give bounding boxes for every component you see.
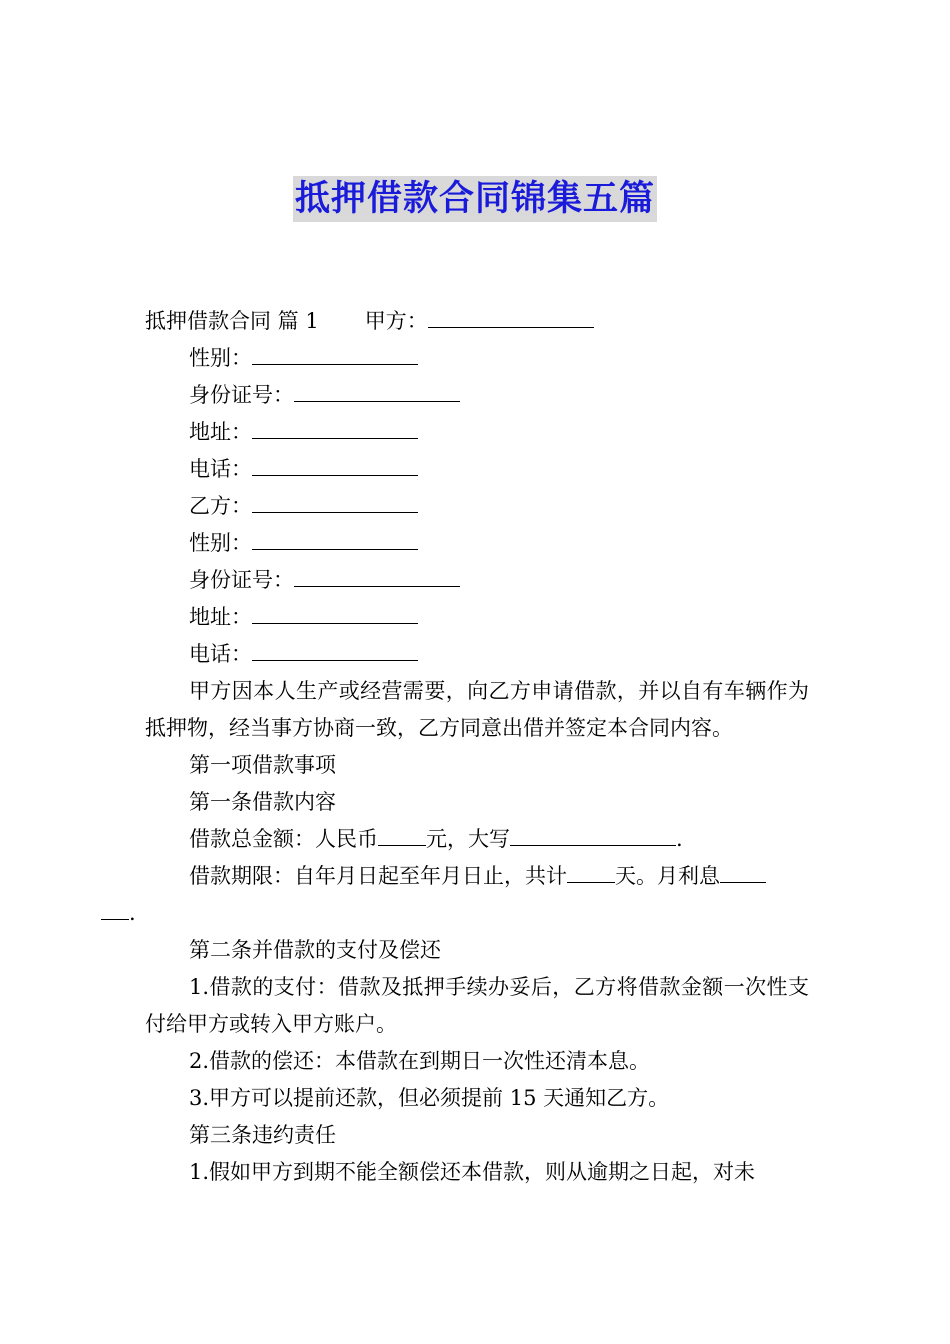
loan-term-mid: 天。月利息 (615, 864, 720, 888)
amount-words-blank (510, 821, 676, 846)
fill-blank (252, 488, 418, 513)
contract-heading-line (145, 303, 809, 340)
fill-blank (252, 451, 418, 476)
party-b-id-line (145, 562, 809, 599)
party-a-id-line (145, 377, 809, 414)
days-blank (567, 858, 615, 883)
field-label: 性别： (189, 346, 252, 370)
loan-term-prefix: 借款期限：自年月日起至年月日止，共计 (189, 864, 567, 888)
fill-blank (294, 377, 460, 402)
article-3-title: 第三条违约责任 (189, 1123, 336, 1147)
interest-blank-cont (101, 895, 129, 920)
amount-blank (378, 821, 426, 846)
loan-amount-suffix: . (676, 827, 683, 851)
fill-blank (252, 340, 418, 365)
field-label: 地址： (189, 420, 252, 444)
party-b-line (145, 488, 809, 525)
article-2-item: 2.借款的偿还：本借款在到期日一次性还清本息。 (189, 1049, 651, 1073)
party-a-blank (428, 303, 594, 328)
loan-amount-line (145, 821, 809, 858)
article-1-title: 第一条借款内容 (189, 790, 336, 814)
fill-blank (294, 562, 460, 587)
fill-blank (252, 636, 418, 661)
article-2-title: 第二条并借款的支付及偿还 (189, 938, 441, 962)
article-2-item: 1.借款的支付：借款及抵押手续办妥后，乙方将借款金额一次性支付给甲方或转入甲方账户。 (145, 975, 809, 1036)
party-a-label: 甲方： (364, 309, 428, 333)
document-title-text: 抵押借款合同锦集五篇 (293, 176, 657, 222)
party-b-gender-line (145, 525, 809, 562)
loan-amount-prefix: 借款总金额：人民币 (189, 827, 378, 851)
loan-amount-mid: 元，大写 (426, 827, 510, 851)
party-a-address-line (145, 414, 809, 451)
interest-blank (720, 858, 766, 883)
section-1-title: 第一项借款事项 (189, 753, 336, 777)
party-b-label: 乙方： (189, 494, 252, 518)
document-body (129, 303, 809, 1191)
field-label: 身份证号： (189, 568, 294, 592)
field-label: 性别： (189, 531, 252, 555)
loan-term-suffix: . (129, 901, 136, 925)
party-a-phone-line (145, 451, 809, 488)
contract-heading: 抵押借款合同 篇 1 (145, 309, 319, 333)
document-title (0, 176, 950, 222)
fill-blank (252, 525, 418, 550)
fill-blank (252, 414, 418, 439)
field-label: 地址： (189, 605, 252, 629)
article-2-item: 3.甲方可以提前还款，但必须提前 15 天通知乙方。 (189, 1086, 670, 1110)
fill-blank (252, 599, 418, 624)
article-3-item: 1.假如甲方到期不能全额偿还本借款，则从逾期之日起，对未 (189, 1160, 756, 1184)
field-label: 电话： (189, 457, 252, 481)
party-b-phone-line (145, 636, 809, 673)
party-a-gender-line (145, 340, 809, 377)
party-b-address-line (145, 599, 809, 636)
field-label: 身份证号： (189, 383, 294, 407)
loan-term-paragraph (129, 858, 809, 932)
intro-paragraph: 甲方因本人生产或经营需要，向乙方申请借款，并以自有车辆作为抵押物，经当事方协商一致，乙方同意出借并签定本合同内容。 (145, 679, 809, 740)
field-label: 电话： (189, 642, 252, 666)
